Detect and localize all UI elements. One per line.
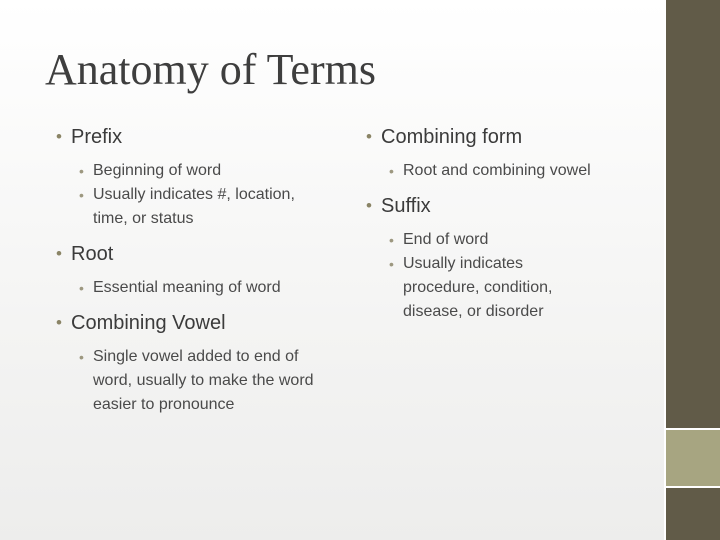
bullet-item-combining-form bbox=[366, 124, 656, 150]
sub-bullet-icon: • bbox=[79, 163, 84, 179]
sub-bullet-text: Single vowel added to end of word, usually to make the word easier to pronounce bbox=[93, 348, 314, 413]
sub-bullet-text: Root and combining vowel bbox=[403, 162, 591, 179]
sub-bullet-list bbox=[56, 276, 326, 300]
bullet-label: Suffix bbox=[381, 195, 431, 217]
right-content-column bbox=[366, 124, 656, 324]
sub-bullet-list bbox=[56, 345, 326, 417]
sub-bullet-icon: • bbox=[389, 232, 394, 248]
sub-bullet-list bbox=[56, 159, 326, 231]
sub-bullet-item bbox=[79, 183, 326, 231]
sub-bullet-item bbox=[79, 159, 326, 183]
sub-bullet-text: Usually indicates procedure, condition, disease, or disorder bbox=[403, 255, 553, 320]
bullet-icon: • bbox=[366, 127, 372, 146]
bullet-icon: • bbox=[366, 196, 372, 215]
bullet-item-prefix bbox=[56, 124, 326, 150]
sub-bullet-text: Essential meaning of word bbox=[93, 279, 281, 296]
bullet-label: Combining Vowel bbox=[71, 312, 226, 334]
sub-bullet-icon: • bbox=[79, 280, 84, 296]
sub-bullet-text: End of word bbox=[403, 231, 489, 248]
sub-bullet-text: Beginning of word bbox=[93, 162, 222, 179]
sub-bullet-item bbox=[389, 159, 656, 183]
sub-bullet-icon: • bbox=[79, 349, 84, 365]
sub-bullet-list bbox=[366, 159, 656, 183]
sub-bullet-item bbox=[389, 228, 576, 252]
sub-bullet-list bbox=[366, 228, 576, 324]
left-content-column bbox=[56, 124, 326, 417]
sub-bullet-item bbox=[389, 252, 576, 324]
bullet-icon: • bbox=[56, 313, 62, 332]
accent-divider-bottom bbox=[666, 486, 720, 488]
bullet-icon: • bbox=[56, 127, 62, 146]
bullet-icon: • bbox=[56, 244, 62, 263]
bullet-label: Root bbox=[71, 243, 114, 265]
sub-bullet-icon: • bbox=[389, 256, 394, 272]
bullet-item-combining-vowel bbox=[56, 310, 326, 336]
sub-bullet-icon: • bbox=[389, 163, 394, 179]
accent-block bbox=[666, 430, 720, 486]
sub-bullet-text: Usually indicates #, location, time, or status bbox=[93, 186, 295, 227]
sub-bullet-icon: • bbox=[79, 187, 84, 203]
bullet-label: Prefix bbox=[71, 126, 123, 148]
bullet-item-root bbox=[56, 241, 326, 267]
slide-title: Anatomy of Terms bbox=[45, 45, 376, 94]
bullet-label: Combining form bbox=[381, 126, 523, 148]
sub-bullet-item bbox=[79, 345, 326, 417]
sub-bullet-item bbox=[79, 276, 326, 300]
bullet-item-suffix bbox=[366, 193, 656, 219]
